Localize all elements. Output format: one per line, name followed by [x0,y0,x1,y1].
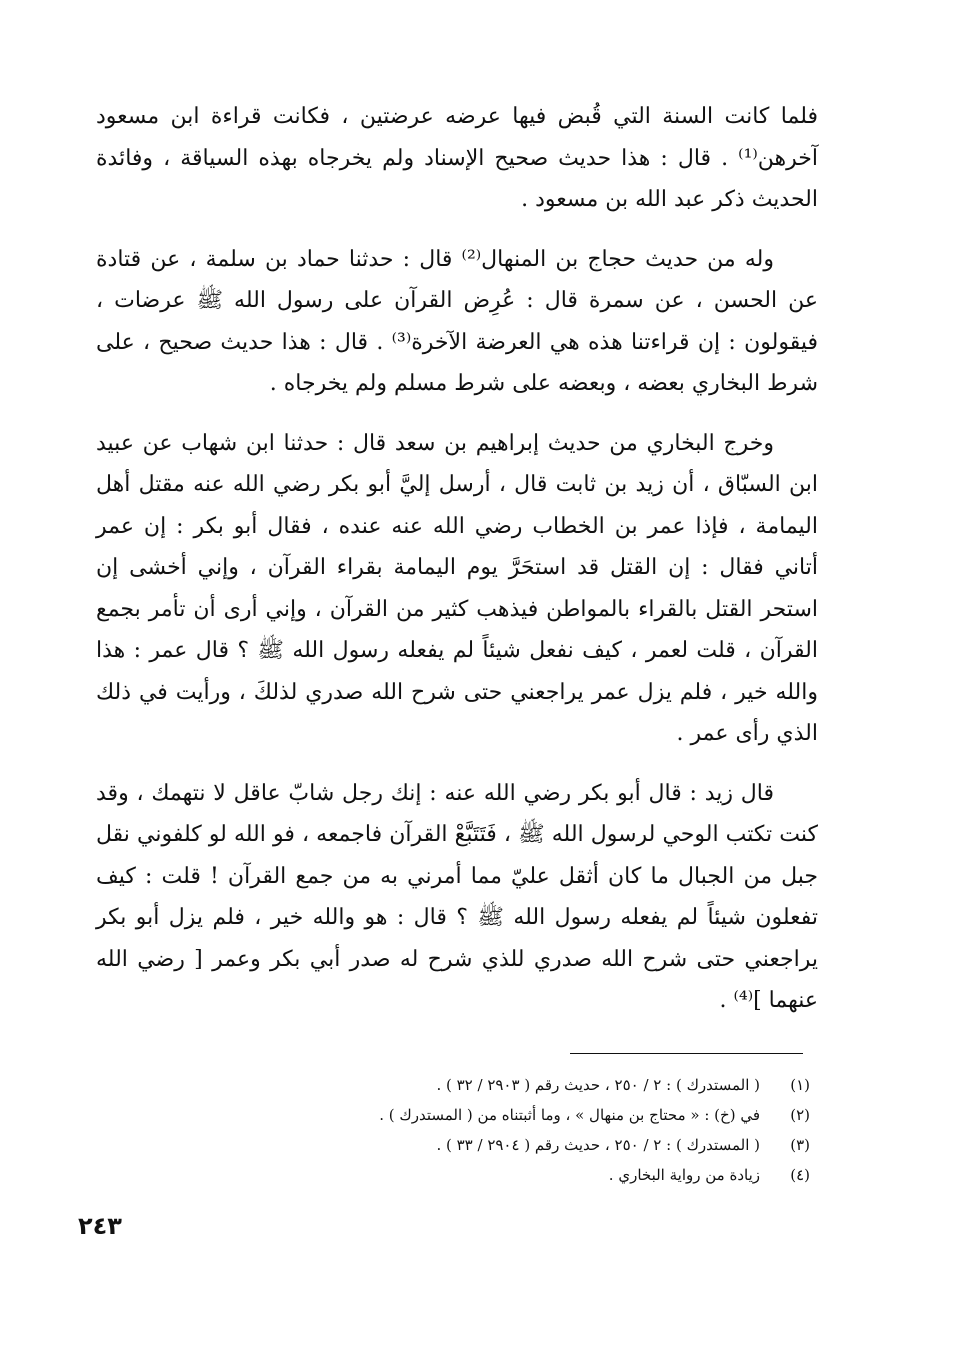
footnote-text: ( المستدرك ) : ٢ / ٢٥٠ ، حديث رقم ( ٢٩٠٣ / ٣٢ ) . [436,1076,760,1094]
footnote-number: (٣) [790,1136,810,1154]
footnote-3 [250,1130,810,1160]
page-number: ٢٤٣ [78,1212,122,1240]
footnotes [250,1070,810,1190]
footnote-number: (١) [790,1076,810,1094]
footnote-number: (٤) [790,1166,810,1184]
paragraph-1: فلما كانت السنة التي قُبض فيها عرضه عرضتين ، فكانت قراءة ابن مسعود آخرهن⁽¹⁾ . قال : هذا حديث صحيح الإسناد ولم يخرجاه بهذه السياقة ، وفائدة الحديث ذكر عبد الله بن مسعود . [96,104,818,212]
footnote-number: (٢) [790,1106,810,1124]
footnote-4 [250,1160,810,1190]
paragraph-gap [96,755,818,773]
footnote-text: زيادة من رواية البخاري . [608,1166,760,1184]
footnote-text: في (خ) : « محتاج بن منهال » ، وما أثبتناه من ( المستدرك ) . [379,1106,760,1124]
paragraph-4: قال زيد : قال أبو بكر رضي الله عنه : إنك رجل شابّ عاقل لا نتهمك ، وقد كنت تكتب الوحي لرسول الله ﷺ ، فَتَتَبَّعْ القرآن فاجمعه ، فو الله لو كلفوني نقل جبل من الجبال ما كان أثقل عليّ مما أمرني به من جمع القرآن ! قلت : كيف تفعلون شيئاً لم يفعله رسول الله ﷺ ؟ قال : هو والله خير ، فلم يزل أبو بكر يراجعني حتى شرح الله صدري للذي شرح له صدر أبي بكر وعمر [ رضي الله عنهما ]⁽⁴⁾ . [96,780,818,1013]
paragraph-3: وخرج البخاري من حديث إبراهيم بن سعد قال : حدثنا ابن شهاب عن عبيد ابن السبّاق ، أن زيد بن ثابت قال ، أرسل إليَّ أبو بكر رضي الله عنه مقتل أهل اليمامة ، فإذا عمر بن الخطاب رضي الله عنه عنده ، فقال أبو بكر : إن عمر أتاني فقال : إن القتل قد استحَرَّ يوم اليمامة بقراء القرآن ، وإني أخشى إن استحر القتل بالقراء بالمواطن فيذهب كثير من القرآن ، وإني أرى أن تأمر بجمع القرآن ، قلت لعمر ، كيف نفعل شيئاً لم يفعله رسول الله ﷺ ؟ قال عمر : هذا والله خير ، فلم يزل عمر يراجعني حتى شرح الله صدري لذلكَ ، ورأيت في ذلك الذي رأى عمر . [96,430,818,746]
paragraph-2: وله من حديث حجاج بن المنهال⁽²⁾ قال : حدثنا حماد بن سلمة ، عن قتادة عن الحسن ، عن سمرة قال : عُرِض القرآن على رسول الله ﷺ عرضات ، فيقولون : إن قراءتنا هذه هي العرضة الآخرة⁽³⁾ . قال : هذا حديث صحيح ، على شرط البخاري بعضه ، وبعضه على شرط مسلم ولم يخرجاه . [96,246,818,396]
main-text [96,96,818,1022]
paragraph-gap [96,405,818,423]
footnote-1 [250,1070,810,1100]
footnote-separator [570,1053,803,1054]
paragraph-gap [96,221,818,239]
footnote-text: ( المستدرك ) : ٢ / ٢٥٠ ، حديث رقم ( ٢٩٠٤ / ٣٣ ) . [436,1136,760,1154]
footnote-2 [250,1100,810,1130]
